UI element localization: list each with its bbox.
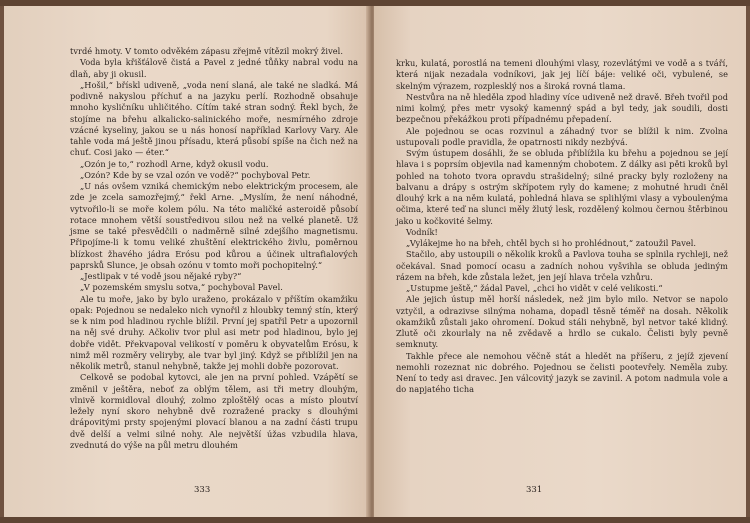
paragraph: Ale pojednou se ocas rozvinul a záhadný tvor se blížil k nim. Zvolna ustupovali podle pravidla, že opatrnosti nikdy nezbývá. [396, 125, 728, 147]
paragraph: Ale jejich ústup měl horší následek, než jim bylo milo. Netvor se napolo vztyčil, a odrazivse silnýma nohama, dopadl těsně téměř na dosah. Několik okamžiků zůstali jako ohromení. Dokud stáli nehybně, byl netvor také klidný. Zlutě oči zkourlaly na ně zvědavě a hrdlo se cukalo. Čelisti byly pevně semknuty. [396, 294, 728, 350]
paragraph: Takhle přece ale nemohou věčně stát a hledět na příšeru, z jejíž zjevení nemohli rozeznat nic dobrého. Pojednou se čelisti pootevřely. Neměla zuby. Není to tedy asi dravec. Jen válcovitý jazyk se zavinil. A potom nadmula vole a do napjatého ticha [396, 350, 728, 395]
page-edge-bottom [0, 517, 750, 523]
right-page-text [396, 58, 728, 396]
paragraph: krku, kulatá, porostlá na temeni dlouhými vlasy, rozevlátými ve vodě a s tváří, která nijak nezadala vodníkovi, jak jej líčí báje: veliké oči, vybulené, se skelným výrazem, rozplesklý nos a široká rovná tlama. [396, 58, 728, 91]
paragraph: Voda byla křišťálově čistá a Pavel z jedné tůňky nabral vodu na dlaň, aby ji okusil. [70, 57, 358, 79]
right-page [374, 6, 746, 517]
right-page-number: 331 [526, 485, 543, 495]
paragraph: „Vylákejme ho na břeh, chtěl bych si ho prohlédnout,“ zatoužil Pavel. [406, 238, 697, 248]
left-page-text [70, 46, 358, 451]
paragraph: „Hošil,“ břískl udiveně, „voda není slaná, ale také ne sladká. Má podivně nakyslou příchuť a na jazyku perlí. Rozhodně obsahuje mnoho kysličníku uhličitého. Cítím také stran sodný. Řekl bych, že stojíme na břehu alkalicko-salinického moře, nesmírného zdroje vzácné kyseliny, jakou se u nás honosí například Karlovy Vary. Ale tahle voda má ještě jinou přísadu, která působí spíše na čich než na chuť. Cosi jako — éter.“ [70, 79, 358, 158]
paragraph: „Ozón? Kde by se vzal ozón ve vodě?“ pochyboval Petr. [80, 169, 311, 180]
paragraph: Nestvůra na ně hleděla zpod hladiny více udiveně než dravě. Břeh tvořil pod nimi kolmý, přes metr vysoký kamenný spád a byl tedy, jak soudili, dosti bezpečnou překážkou proti případnému přepadení. [396, 91, 728, 125]
paragraph: „V pozemském smyslu sotva,“ pochyboval Pavel. [80, 282, 283, 293]
paragraph: Stačilo, aby ustoupili o několik kroků a Pavlova touha se splnila rychleji, než očekával. Snad pomocí ocasu a zadních nohou vyšvihla se obluda jediným rázem na břeh, kde zůstala ležet, jen její hlava trčela vzhůru. [396, 249, 728, 282]
paragraph: Vodník! [406, 226, 438, 237]
paragraph: Celkově se podobal kytovci, ale jen na první pohled. Vzápětí se změnil v ještěra, neboť za oblým tělem, asi tři metry dlouhým, vlnivě kormidloval dlouhý, zolmo zploštělý ocas a místo ploutví ležely nyní skoro nehybně dvě rozražené pracky s dlouhými drápovitými prsty spojenými plovací blanou a na zadní části trupu dvě delší a velmi silné nohy. Ale největší úžas vzbudila hlava, zvednutá do výše na půl metru dlouhém [70, 372, 358, 450]
left-page-number: 333 [194, 485, 211, 495]
paragraph: tvrdé hmoty. V tomto odvěkém zápasu zřejmě vítězil mokrý živel. [70, 46, 343, 56]
paragraph: „Jestlipak v té vodě jsou nějaké ryby?“ [80, 271, 242, 281]
paragraph: „Ozón je to,“ rozhodl Arne, když okusil vodu. [80, 158, 269, 169]
paragraph: Ale tu moře, jako by bylo uraženo, prokázalo v příštím okamžiku opak: Pojednou se nedaleko nich vynořil z hloubky temný stín, který se k nim pod hladinou rychle blížil. První jej spatřil Petr a upozornil na něj své druhy. Ačkoliv tvor plul asi metr pod hladinou, bylo jej dobře vidět. Překvapoval velikostí v poměru k obyvatelům Erósu, k nimž měl rozměry veliryby, ale tvar byl jiný. Když se přiblížil jen na několik metrů, stanul nehybně, takže jej mohli dobře pozorovat. [70, 293, 358, 371]
paragraph: „Ustupme ještě,“ žádal Pavel, „chci ho vidět v celé velikosti.“ [406, 283, 663, 293]
paragraph: „U nás ovšem vzniká chemickým nebo elektrickým procesem, ale zde je zcela samozřejmý,“ řekl Arne. „Myslím, že není náhodné, vytvořilo-li se moře kolem pólu. Na této maličké asteroidě působí rotace mnohem větší soustředivou silou než na velké planetě. Už jsme se také přesvědčili o nadměrně silné zdejšího magnetismu. Připojíme-li k tomu veliké zhuštění elektrického živlu, poměrnou blízkost žhavého jádra Erósu pod kůrou a účinek ultrafialových paprsků Slunce, je obsah ozónu v tomto moři pochopitelný.“ [70, 181, 358, 270]
paragraph: Svým ústupem dosáhli, že se obluda přiblížila ku břehu a pojednou se její hlava i s poprsím objevila nad kamenným chobotem. Z dálky asi pěti kroků byl pohled na tohoto tvora opravdu strašidelný; silné pracky byly rozloženy na balvanu a drápy s ostrým skřípotem ryly do kamene; z mohutné hrudi čněl dlouhý krk a na něm kulatá, pohledná hlava se splihlými vlasy a vyboulenýma očima, které teď na slunci měly žlutý lesk, rozdělený kolmou černou štěrbinou jako u kočkovité šelmy. [396, 148, 728, 226]
left-page [4, 6, 370, 517]
